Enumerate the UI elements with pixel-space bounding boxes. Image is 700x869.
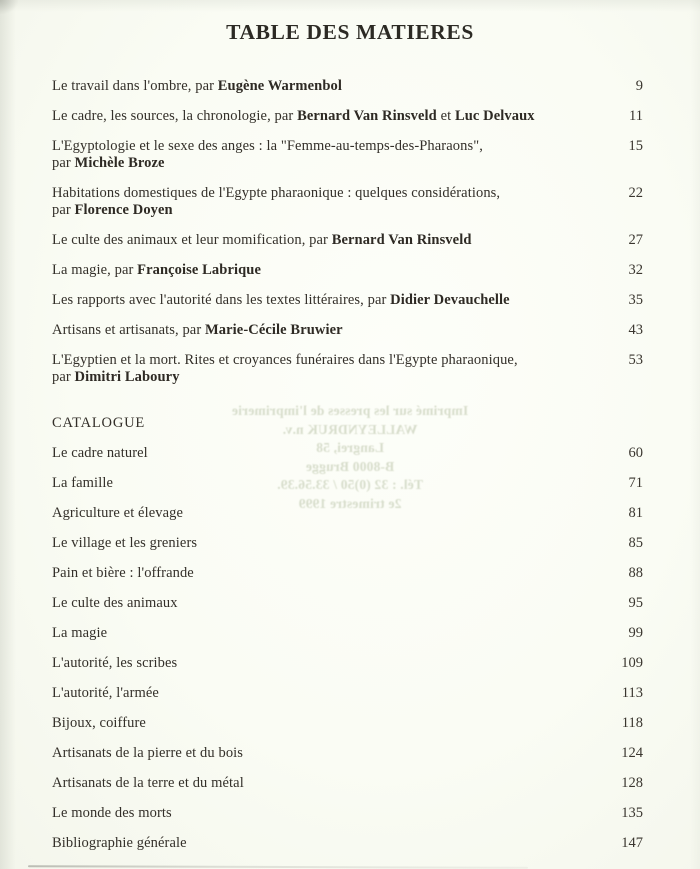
- toc-entry-line: [52, 322, 343, 339]
- author-name: Florence Doyen: [74, 202, 173, 218]
- entry-title-text: L'Egyptien et la mort. Rites et croyances funéraires dans l'Egypte pharaonique,: [52, 352, 518, 368]
- page-number: 71: [628, 475, 643, 491]
- author-name: Françoise Labrique: [137, 262, 261, 278]
- toc-entry-line: [52, 262, 261, 279]
- toc-entry-text: [52, 108, 535, 125]
- showthrough-line: B-8000 Brugge: [305, 458, 395, 474]
- toc-entry-line: [52, 232, 472, 249]
- toc-entry: [52, 262, 643, 279]
- toc-entry: [52, 685, 643, 702]
- toc-entry-text: Bibliographie générale: [52, 835, 187, 851]
- catalogue-section-heading: CATALOGUE: [52, 415, 146, 431]
- toc-entry: [52, 138, 643, 172]
- page-number: 15: [628, 138, 643, 154]
- toc-entry-text: Le culte des animaux: [52, 595, 178, 611]
- toc-entry-line: [52, 78, 342, 95]
- toc-entry: [52, 352, 643, 386]
- entry-title-text: Le cadre, les sources, la chronologie, par: [52, 108, 298, 124]
- toc-entry: [52, 232, 643, 249]
- page-number: 147: [621, 835, 643, 851]
- toc-entry: [52, 805, 643, 822]
- showthrough-line: WALLEYNDRUK n.v.: [282, 421, 418, 437]
- toc-entry-line: [52, 202, 500, 219]
- entry-title-text: par: [52, 202, 75, 218]
- page-number: 43: [628, 322, 643, 338]
- toc-entry: [52, 565, 643, 582]
- toc-entry: [52, 78, 643, 95]
- toc-entry: [52, 108, 643, 125]
- toc-entry: [52, 292, 643, 309]
- toc-entry-text: Bijoux, coiffure: [52, 715, 146, 731]
- page-number: 35: [628, 292, 643, 308]
- toc-entry: [52, 595, 643, 612]
- author-name: Bernard Van Rinsveld: [331, 232, 472, 248]
- page-number: 22: [628, 185, 643, 201]
- toc-articles-list: [0, 78, 700, 386]
- toc-entry-text: [52, 78, 342, 95]
- toc-entry: [52, 185, 643, 219]
- page-number: 124: [621, 745, 643, 761]
- entry-title-text: L'Egyptologie et le sexe des anges : la "Femme-au-temps-des-Pharaons",: [52, 138, 483, 154]
- toc-entry: [52, 535, 643, 552]
- toc-entry: [52, 655, 643, 672]
- toc-entry-text: [52, 138, 483, 172]
- author-name: Marie-Cécile Bruwier: [205, 322, 343, 338]
- toc-entry-line: [52, 185, 500, 202]
- toc-entry-text: Artisanats de la pierre et du bois: [52, 745, 244, 761]
- toc-entry-text: Le village et les greniers: [52, 535, 198, 551]
- page-number: 85: [628, 535, 643, 551]
- page-number: 11: [629, 108, 643, 124]
- toc-entry-text: [52, 292, 510, 309]
- page-number: 88: [628, 565, 643, 581]
- toc-entry-line: [52, 352, 518, 369]
- toc-catalogue-list: [0, 445, 700, 852]
- toc-entry: [52, 445, 643, 462]
- toc-entry-line: [52, 138, 483, 155]
- toc-entry-line: [52, 369, 518, 386]
- page-number: 109: [621, 655, 643, 671]
- toc-entry-text: [52, 262, 261, 279]
- entry-title-text: La magie, par: [52, 262, 138, 278]
- toc-entry: [52, 322, 643, 339]
- entry-title-text: Habitations domestiques de l'Egypte pharaonique : quelques considérations,: [52, 185, 501, 201]
- page-number: 81: [628, 505, 643, 521]
- toc-entry-text: La magie: [52, 625, 108, 641]
- toc-entry-text: Le monde des morts: [52, 805, 172, 821]
- page-number: 128: [621, 775, 643, 791]
- toc-entry-text: L'autorité, l'armée: [52, 685, 159, 701]
- page-number: 113: [621, 685, 643, 701]
- entry-title-text: et: [436, 108, 455, 124]
- toc-entry-text: Pain et bière : l'offrande: [52, 565, 194, 581]
- scan-edge-artifact: [28, 866, 528, 869]
- author-name: Eugène Warmenbol: [217, 78, 342, 94]
- toc-entry-text: Le cadre naturel: [52, 445, 148, 461]
- showthrough-line: Langrei, 58: [316, 440, 384, 455]
- toc-entry: [52, 745, 643, 762]
- page-number: 32: [628, 262, 643, 278]
- toc-entry-line: [52, 292, 510, 309]
- toc-entry-text: [52, 352, 518, 386]
- toc-entry-line: [52, 108, 535, 125]
- toc-entry-text: [52, 322, 343, 339]
- page-number: 99: [628, 625, 643, 641]
- toc-entry: [52, 835, 643, 852]
- author-name: Luc Delvaux: [454, 108, 535, 124]
- entry-title-text: Le travail dans l'ombre, par: [52, 78, 218, 94]
- showthrough-line: Imprimé sur les presses de l'imprimerie: [231, 403, 469, 418]
- toc-entry-text: La famille: [52, 475, 113, 491]
- author-name: Dimitri Laboury: [74, 369, 180, 385]
- toc-entry-text: [52, 185, 500, 219]
- page-number: 53: [628, 352, 643, 368]
- page-title: TABLE DES MATIERES: [226, 20, 474, 44]
- entry-title-text: Artisans et artisanats, par: [52, 322, 205, 338]
- page-number: 27: [628, 232, 643, 248]
- toc-entry: [52, 775, 643, 792]
- author-name: Michèle Broze: [74, 155, 165, 171]
- page-number: 60: [628, 445, 643, 461]
- entry-title-text: Le culte des animaux et leur momification, par: [52, 232, 332, 248]
- page-number: 118: [621, 715, 643, 731]
- entry-title-text: par: [52, 155, 75, 171]
- page-number: 135: [621, 805, 643, 821]
- page-number: 95: [628, 595, 643, 611]
- toc-entry: [52, 715, 643, 732]
- toc-entry-text: Agriculture et élevage: [52, 505, 184, 521]
- author-name: Didier Devauchelle: [390, 292, 510, 308]
- toc-entry: [52, 625, 643, 642]
- entry-title-text: Les rapports avec l'autorité dans les textes littéraires, par: [52, 292, 391, 308]
- showthrough-line: 2e trimestre 1999: [298, 495, 402, 511]
- toc-entry-text: [52, 232, 472, 249]
- toc-entry: [52, 475, 643, 492]
- toc-entry-text: L'autorité, les scribes: [52, 655, 178, 671]
- page-number: 9: [635, 78, 643, 94]
- showthrough-line: Tél. : 32 (0)50 / 33.56.39.: [277, 477, 424, 492]
- toc-entry-text: Artisanats de la terre et du métal: [52, 775, 244, 791]
- toc-entry-line: [52, 155, 483, 172]
- entry-title-text: par: [52, 369, 75, 385]
- author-name: Bernard Van Rinsveld: [297, 108, 437, 124]
- toc-entry: [52, 505, 643, 522]
